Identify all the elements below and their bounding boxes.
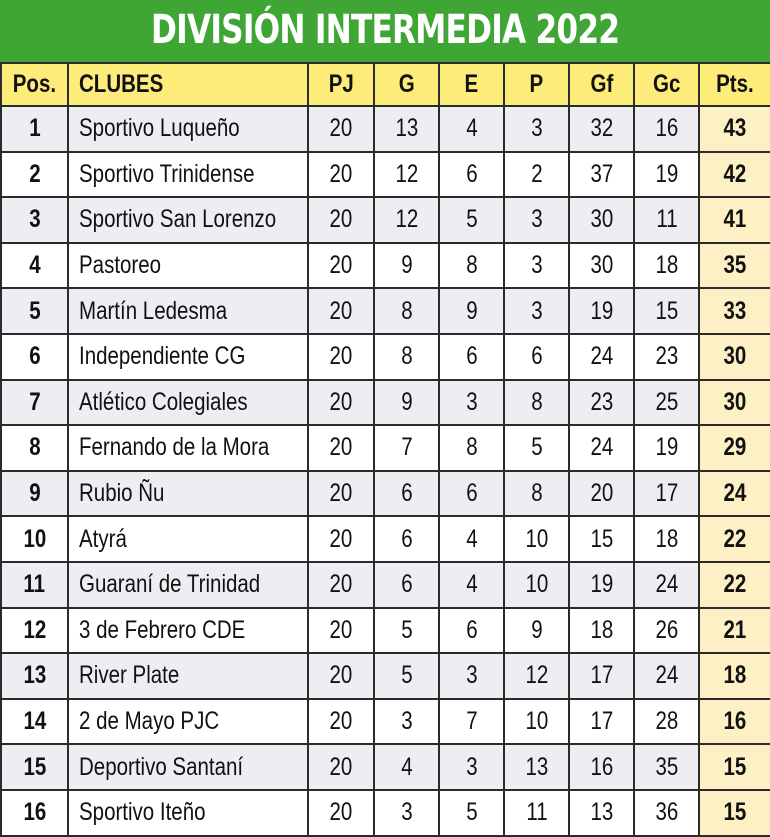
column-header-g: G <box>374 63 439 106</box>
cell-gf: 37 <box>569 152 634 198</box>
cell-club: Rubio Ñu <box>68 471 308 517</box>
cell-pts: 29 <box>699 425 770 471</box>
header-row <box>1 63 770 106</box>
cell-club: 2 de Mayo PJC <box>68 699 308 745</box>
cell-e: 6 <box>439 334 504 380</box>
column-header-pos: Pos. <box>1 63 68 106</box>
cell-club: Martín Ledesma <box>68 288 308 334</box>
cell-gc: 17 <box>634 471 699 517</box>
cell-club: Atlético Colegiales <box>68 380 308 426</box>
table-row <box>1 288 770 334</box>
cell-g: 6 <box>374 562 439 608</box>
cell-gc: 18 <box>634 243 699 289</box>
cell-pj: 20 <box>308 516 374 562</box>
cell-gc: 26 <box>634 608 699 654</box>
cell-pts: 30 <box>699 334 770 380</box>
cell-gc: 25 <box>634 380 699 426</box>
cell-pts: 42 <box>699 152 770 198</box>
cell-g: 9 <box>374 380 439 426</box>
cell-gc: 15 <box>634 288 699 334</box>
cell-e: 6 <box>439 152 504 198</box>
cell-gc: 24 <box>634 653 699 699</box>
cell-g: 8 <box>374 334 439 380</box>
cell-gc: 11 <box>634 197 699 243</box>
cell-pts: 16 <box>699 699 770 745</box>
cell-pos: 1 <box>1 106 68 152</box>
cell-club: Sportivo Iteño <box>68 790 308 836</box>
cell-pj: 20 <box>308 608 374 654</box>
table-row <box>1 744 770 790</box>
cell-gf: 13 <box>569 790 634 836</box>
cell-gc: 23 <box>634 334 699 380</box>
cell-p: 6 <box>504 334 569 380</box>
cell-club: River Plate <box>68 653 308 699</box>
cell-p: 8 <box>504 380 569 426</box>
cell-p: 5 <box>504 425 569 471</box>
cell-pts: 33 <box>699 288 770 334</box>
cell-pj: 20 <box>308 380 374 426</box>
column-header-pj: PJ <box>308 63 374 106</box>
cell-gf: 32 <box>569 106 634 152</box>
cell-pos: 15 <box>1 744 68 790</box>
table-row <box>1 380 770 426</box>
cell-pj: 20 <box>308 471 374 517</box>
cell-pos: 3 <box>1 197 68 243</box>
cell-g: 3 <box>374 699 439 745</box>
cell-gf: 16 <box>569 744 634 790</box>
cell-gf: 24 <box>569 425 634 471</box>
cell-gf: 24 <box>569 334 634 380</box>
cell-e: 3 <box>439 744 504 790</box>
cell-gf: 30 <box>569 197 634 243</box>
cell-pos: 5 <box>1 288 68 334</box>
cell-e: 7 <box>439 699 504 745</box>
cell-pos: 13 <box>1 653 68 699</box>
cell-p: 2 <box>504 152 569 198</box>
cell-g: 5 <box>374 608 439 654</box>
cell-gf: 19 <box>569 288 634 334</box>
column-header-clubes: CLUBES <box>68 63 308 106</box>
table-row <box>1 243 770 289</box>
cell-pos: 14 <box>1 699 68 745</box>
cell-gc: 35 <box>634 744 699 790</box>
cell-gc: 19 <box>634 425 699 471</box>
cell-p: 11 <box>504 790 569 836</box>
cell-pj: 20 <box>308 288 374 334</box>
column-header-pts: Pts. <box>699 63 770 106</box>
cell-gc: 18 <box>634 516 699 562</box>
cell-gc: 24 <box>634 562 699 608</box>
cell-pj: 20 <box>308 152 374 198</box>
cell-gc: 28 <box>634 699 699 745</box>
cell-p: 8 <box>504 471 569 517</box>
cell-pos: 2 <box>1 152 68 198</box>
cell-pts: 30 <box>699 380 770 426</box>
cell-g: 9 <box>374 243 439 289</box>
cell-e: 4 <box>439 516 504 562</box>
cell-e: 4 <box>439 106 504 152</box>
cell-club: Sportivo Trinidense <box>68 152 308 198</box>
cell-pts: 22 <box>699 562 770 608</box>
cell-pts: 21 <box>699 608 770 654</box>
cell-g: 8 <box>374 288 439 334</box>
table-row <box>1 471 770 517</box>
cell-club: Fernando de la Mora <box>68 425 308 471</box>
cell-e: 6 <box>439 608 504 654</box>
cell-pos: 6 <box>1 334 68 380</box>
table-row <box>1 106 770 152</box>
cell-pos: 9 <box>1 471 68 517</box>
cell-p: 3 <box>504 288 569 334</box>
cell-pts: 43 <box>699 106 770 152</box>
cell-gf: 20 <box>569 471 634 517</box>
cell-pj: 20 <box>308 243 374 289</box>
cell-club: Independiente CG <box>68 334 308 380</box>
cell-pj: 20 <box>308 334 374 380</box>
cell-e: 3 <box>439 380 504 426</box>
cell-pj: 20 <box>308 699 374 745</box>
cell-pj: 20 <box>308 653 374 699</box>
cell-pts: 41 <box>699 197 770 243</box>
cell-g: 13 <box>374 106 439 152</box>
title-banner <box>0 0 770 62</box>
table-row <box>1 562 770 608</box>
cell-club: Sportivo San Lorenzo <box>68 197 308 243</box>
cell-e: 4 <box>439 562 504 608</box>
table-row <box>1 334 770 380</box>
column-header-p: P <box>504 63 569 106</box>
cell-e: 8 <box>439 243 504 289</box>
cell-gc: 19 <box>634 152 699 198</box>
table-row <box>1 516 770 562</box>
page-title: DIVISIÓN INTERMEDIA 2022 <box>150 7 620 53</box>
cell-p: 10 <box>504 562 569 608</box>
cell-pj: 20 <box>308 790 374 836</box>
cell-pts: 24 <box>699 471 770 517</box>
cell-pj: 20 <box>308 425 374 471</box>
cell-p: 10 <box>504 699 569 745</box>
table-row <box>1 608 770 654</box>
cell-p: 12 <box>504 653 569 699</box>
cell-pos: 7 <box>1 380 68 426</box>
cell-e: 5 <box>439 790 504 836</box>
cell-club: Guaraní de Trinidad <box>68 562 308 608</box>
cell-club: Pastoreo <box>68 243 308 289</box>
cell-gc: 36 <box>634 790 699 836</box>
cell-pts: 22 <box>699 516 770 562</box>
cell-p: 3 <box>504 106 569 152</box>
cell-club: Atyrá <box>68 516 308 562</box>
cell-gf: 15 <box>569 516 634 562</box>
cell-p: 3 <box>504 197 569 243</box>
table-row <box>1 699 770 745</box>
table-row <box>1 197 770 243</box>
cell-g: 6 <box>374 471 439 517</box>
cell-e: 5 <box>439 197 504 243</box>
cell-p: 10 <box>504 516 569 562</box>
cell-g: 12 <box>374 152 439 198</box>
cell-gf: 30 <box>569 243 634 289</box>
cell-pos: 8 <box>1 425 68 471</box>
cell-e: 6 <box>439 471 504 517</box>
table-row <box>1 152 770 198</box>
cell-p: 13 <box>504 744 569 790</box>
cell-gf: 23 <box>569 380 634 426</box>
column-header-gf: Gf <box>569 63 634 106</box>
table-row <box>1 790 770 836</box>
cell-g: 3 <box>374 790 439 836</box>
cell-g: 4 <box>374 744 439 790</box>
cell-pos: 10 <box>1 516 68 562</box>
cell-g: 6 <box>374 516 439 562</box>
cell-gf: 17 <box>569 699 634 745</box>
cell-gc: 16 <box>634 106 699 152</box>
cell-pts: 15 <box>699 744 770 790</box>
standings-table <box>0 62 770 837</box>
cell-pj: 20 <box>308 106 374 152</box>
cell-pos: 11 <box>1 562 68 608</box>
column-header-e: E <box>439 63 504 106</box>
cell-pos: 16 <box>1 790 68 836</box>
cell-pj: 20 <box>308 744 374 790</box>
cell-g: 5 <box>374 653 439 699</box>
cell-e: 3 <box>439 653 504 699</box>
cell-e: 9 <box>439 288 504 334</box>
table-row <box>1 425 770 471</box>
cell-g: 12 <box>374 197 439 243</box>
cell-gf: 18 <box>569 608 634 654</box>
cell-gf: 17 <box>569 653 634 699</box>
cell-pos: 4 <box>1 243 68 289</box>
cell-pj: 20 <box>308 562 374 608</box>
column-header-gc: Gc <box>634 63 699 106</box>
cell-club: Deportivo Santaní <box>68 744 308 790</box>
cell-gf: 19 <box>569 562 634 608</box>
cell-pts: 18 <box>699 653 770 699</box>
cell-p: 3 <box>504 243 569 289</box>
cell-p: 9 <box>504 608 569 654</box>
table-row <box>1 653 770 699</box>
cell-club: 3 de Febrero CDE <box>68 608 308 654</box>
cell-pts: 15 <box>699 790 770 836</box>
cell-pos: 12 <box>1 608 68 654</box>
cell-club: Sportivo Luqueño <box>68 106 308 152</box>
cell-pj: 20 <box>308 197 374 243</box>
cell-e: 8 <box>439 425 504 471</box>
cell-pts: 35 <box>699 243 770 289</box>
cell-g: 7 <box>374 425 439 471</box>
